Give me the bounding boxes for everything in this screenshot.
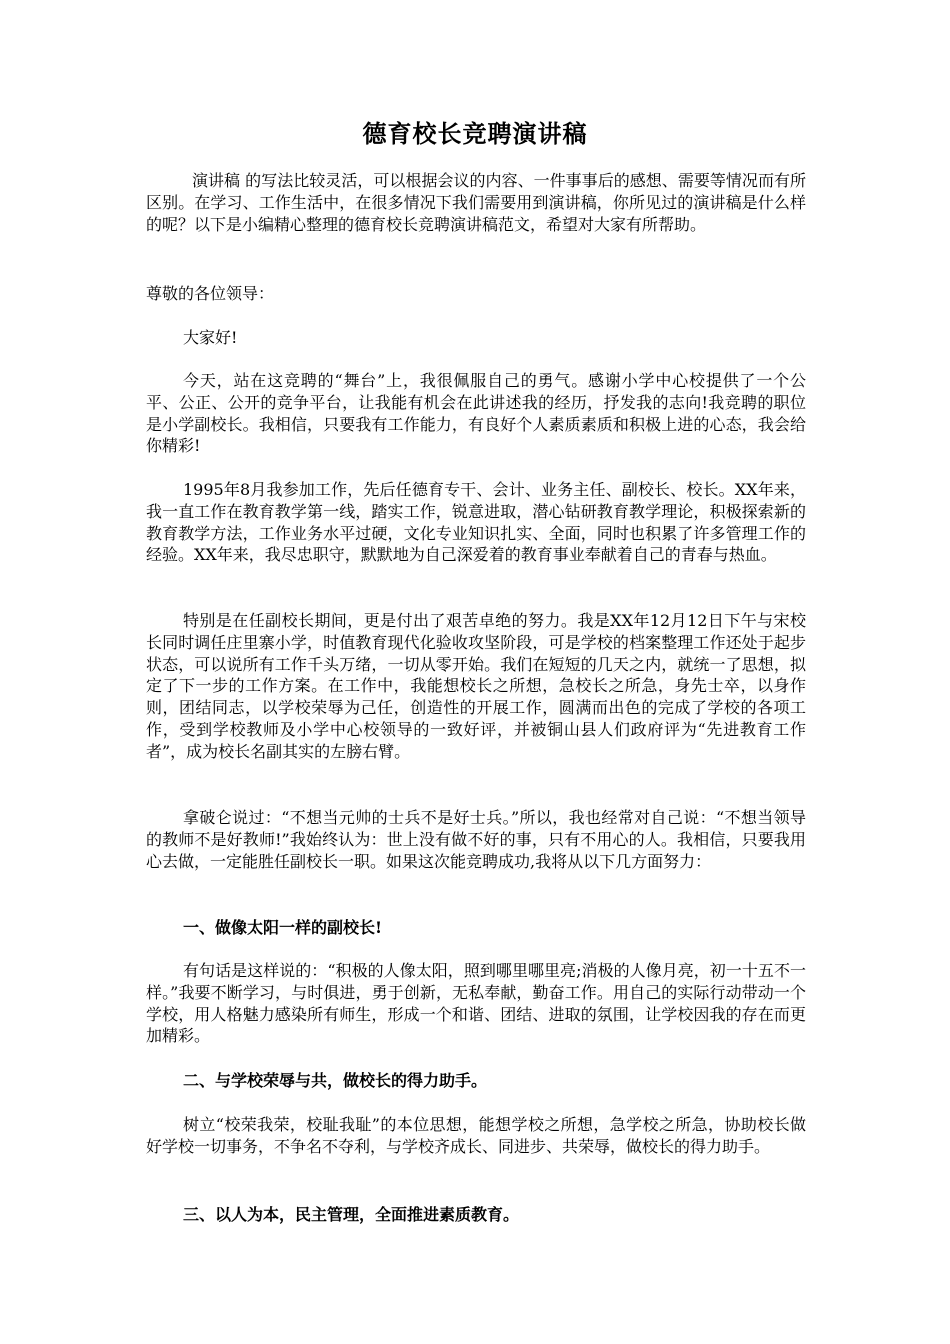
greeting: 大家好! bbox=[183, 328, 238, 347]
section-heading: 三、以人为本，民主管理，全面推进素质教育。 bbox=[183, 1205, 520, 1224]
body-paragraph: 1995年8月我参加工作，先后任德育专干、会计、业务主任、副校长、校长。XX年来，我一直工作在教育教学第一线，踏实工作，锐意进取，潜心钻研教育教学理论，积极探索新的教育教学方法，工作业务水平过硬，文化专业知识扎实、全面，同时也积累了许多管理工作的经验。XX年来，我尽忠职守，默默地为自己深爱着的教育事业奉献着自己的青春与热血。 bbox=[146, 480, 806, 565]
intro-paragraph: 演讲稿 的写法比较灵活，可以根据会议的内容、一件事事后的感想、需要等情况而有所区别。在学习、工作生活中，在很多情况下我们需要用到演讲稿，你所见过的演讲稿是什么样的呢？以下是小编精心整理的德育校长竞聘演讲稿范文，希望对大家有所帮助。 bbox=[146, 171, 806, 234]
section-heading: 二、与学校荣辱与共，做校长的得力助手。 bbox=[183, 1071, 488, 1090]
body-paragraph: 今天，站在这竞聘的“舞台”上，我很佩服自己的勇气。感谢小学中心校提供了一个公平、公正、公开的竞争平台，让我能有机会在此讲述我的经历，抒发我的志向!我竞聘的职位是小学副校长。我相信，只要我有工作能力，有良好个人素质素质和积极上进的心态，我会给你精彩! bbox=[146, 371, 806, 456]
document-title: 德育校长竞聘演讲稿 bbox=[362, 119, 588, 148]
body-paragraph: 有句话是这样说的：“积极的人像太阳，照到哪里哪里亮;消极的人像月亮，初一十五不一样。”我要不断学习，与时俱进，勇于创新，无私奉献，勤奋工作。用自己的实际行动带动一个学校，用人格魅力感染所有师生，形成一个和谐、团结、进取的氛围，让学校因我的存在而更加精彩。 bbox=[146, 961, 806, 1046]
salutation: 尊敬的各位领导： bbox=[146, 284, 275, 303]
body-paragraph: 树立“校荣我荣，校耻我耻”的本位思想，能想学校之所想，急学校之所急，协助校长做好学校一切事务，不争名不夺利，与学校齐成长、同进步、共荣辱，做校长的得力助手。 bbox=[146, 1115, 806, 1156]
body-paragraph: 拿破仑说过：“不想当元帅的士兵不是好士兵。”所以，我也经常对自己说：“不想当领导的教师不是好教师!”我始终认为：世上没有做不好的事，只有不用心的人。我相信，只要我用心去做，一定能胜任副校长一职。如果这次能竞聘成功,我将从以下几方面努力： bbox=[146, 808, 806, 871]
section-heading: 一、做像太阳一样的副校长! bbox=[183, 918, 383, 937]
body-paragraph: 特别是在任副校长期间，更是付出了艰苦卓绝的努力。我是XX年12月12日下午与宋校长同时调任庄里寨小学，时值教育现代化验收攻坚阶段，可是学校的档案整理工作还处于起步状态，可以说所有工作千头万绪，一切从零开始。我们在短短的几天之内，就统一了思想，拟定了下一步的工作方案。在工作中，我能想校长之所想，急校长之所急，身先士卒，以身作则，团结同志，以学校荣辱为己任，创造性的开展工作，圆满而出色的完成了学校的各项工作，受到学校教师及小学中心校领导的一致好评，并被铜山县人们政府评为“先进教育工作者”，成为校长名副其实的左膀右臂。 bbox=[146, 611, 806, 761]
